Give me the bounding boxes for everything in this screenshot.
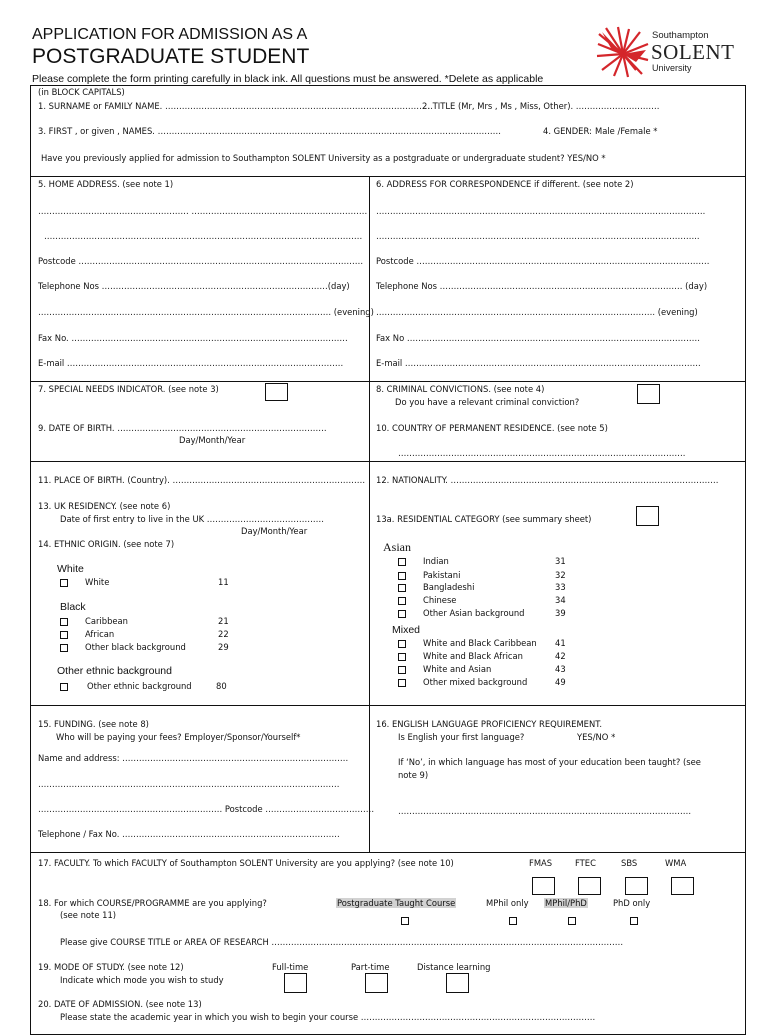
checkbox-icon[interactable]	[60, 579, 68, 587]
home-address-heading: 5. HOME ADDRESS. (see note 1)	[38, 179, 174, 189]
ethnic-option-code: 80	[216, 681, 227, 691]
special-needs-box[interactable]	[265, 383, 288, 401]
divider	[30, 381, 746, 382]
checkbox-icon[interactable]	[60, 631, 68, 639]
date-of-birth-field[interactable]: 9. DATE OF BIRTH. …………………………………………………………………	[38, 423, 327, 433]
english-first-language-question: Is English your first language?	[398, 732, 525, 742]
form-instructions: Please complete the form printing carefully in black ink. All questions must be answered. *Delete as applicable	[32, 73, 544, 85]
checkbox-icon[interactable]	[398, 666, 406, 674]
ethnic-option-row[interactable]	[398, 582, 408, 592]
ethnic-option-label: Other Asian background	[423, 608, 525, 618]
ethnic-group-black: Black	[60, 601, 86, 613]
faculty-option-label: FMAS	[529, 858, 553, 868]
logo-text-university: University	[652, 63, 692, 73]
divider	[30, 705, 746, 706]
checkbox-icon[interactable]	[398, 653, 406, 661]
ethnic-group-white: White	[57, 563, 84, 575]
mode-of-study-question: Indicate which mode you wish to study	[60, 975, 224, 985]
checkbox-icon[interactable]	[398, 558, 406, 566]
home-telephone-day-field[interactable]: Telephone Nos ………………………………………………………………………(day)	[38, 281, 350, 291]
ethnic-option-code: 42	[555, 651, 566, 661]
ethnic-option-label: Indian	[423, 556, 449, 566]
ethnic-option-label: Other mixed background	[423, 677, 528, 687]
ethnic-option-row[interactable]	[398, 570, 408, 580]
checkbox-icon[interactable]	[398, 610, 406, 618]
uk-entry-date-field[interactable]: Date of first entry to live in the UK ……………………………………	[60, 514, 324, 524]
home-telephone-evening-field[interactable]: …………………………………………………………………………………………… (evening)	[38, 307, 374, 317]
faculty-option-label: SBS	[621, 858, 638, 868]
ethnic-option-code: 11	[218, 577, 229, 587]
course-question: 18. For which COURSE/PROGRAMME are you applying?	[38, 898, 267, 908]
ethnic-option-code: 39	[555, 608, 566, 618]
course-type-label: Postgraduate Taught Course	[337, 898, 456, 908]
course-type-label: MPhil/PhD	[545, 898, 587, 908]
ethnic-option-code: 34	[555, 595, 566, 605]
date-of-admission-field[interactable]: Please state the academic year in which you wish to begin your course …………………………………………………………………………	[60, 1012, 596, 1022]
date-of-admission-label: 20. DATE OF ADMISSION. (see note 13)	[38, 999, 202, 1009]
ethnic-option-label: Other black background	[85, 642, 186, 652]
ethnic-option-row[interactable]	[398, 651, 408, 661]
criminal-convictions-label: 8. CRIMINAL CONVICTIONS. (see note 4)	[376, 384, 545, 394]
checkbox-icon[interactable]	[398, 597, 406, 605]
ethnic-group-asian: Asian	[383, 540, 411, 554]
ethnic-option-code: 22	[218, 629, 229, 639]
previous-application-question[interactable]: Have you previously applied for admission to Southampton SOLENT University as a postgraduate or undergraduate student? YES/NO *	[41, 153, 606, 163]
ethnic-group-mixed: Mixed	[392, 624, 421, 636]
ethnic-option-code: 29	[218, 642, 229, 652]
ethnic-option-label: African	[85, 629, 115, 639]
ethnic-option-label: White and Black African	[423, 651, 523, 661]
ethnic-option-row[interactable]	[398, 595, 408, 605]
ethnic-option-label: Pakistani	[423, 570, 461, 580]
form-title-line1: APPLICATION FOR ADMISSION AS A	[32, 26, 308, 43]
checkbox-icon[interactable]	[401, 917, 409, 925]
ethnic-option-code: 21	[218, 616, 229, 626]
residential-category-label: 13a. RESIDENTIAL CATEGORY (see summary sheet)	[376, 514, 592, 524]
corr-address-line1[interactable]: ……………………………………………………………………………………………………….	[376, 206, 706, 216]
ethnic-origin-label: 14. ETHNIC ORIGIN. (see note 7)	[38, 539, 175, 549]
mode-option-label: Distance learning	[417, 962, 491, 972]
ethnic-option-code: 32	[555, 570, 566, 580]
mode-of-study-label: 19. MODE OF STUDY. (see note 12)	[38, 962, 184, 972]
corr-postcode-field[interactable]: Postcode ……………………………………………………………………………………………	[376, 256, 710, 266]
ethnic-option-label: Chinese	[423, 595, 457, 605]
mode-checkbox-full-time[interactable]	[284, 973, 307, 993]
residential-category-box[interactable]	[636, 506, 659, 526]
faculty-option-label: FTEC	[575, 858, 596, 868]
english-first-language-options[interactable]: YES/NO *	[577, 732, 616, 742]
ethnic-option-row[interactable]	[60, 642, 70, 652]
checkbox-icon[interactable]	[60, 683, 68, 691]
ethnic-option-row[interactable]	[398, 638, 408, 648]
funding-question[interactable]: Who will be paying your fees? Employer/Sponsor/Yourself*	[56, 732, 301, 742]
checkbox-icon[interactable]	[630, 917, 638, 925]
corr-email-field[interactable]: E-mail …………………………………………………………………………………………….	[376, 358, 701, 368]
ethnic-option-label: White and Black Caribbean	[423, 638, 537, 648]
checkbox-icon[interactable]	[60, 644, 68, 652]
home-address-line1[interactable]: ……………………………………………… ………………………………………………………	[38, 206, 368, 216]
ethnic-option-code: 43	[555, 664, 566, 674]
country-residence-field[interactable]: ………………………………………………………………………………………….	[398, 448, 686, 458]
block-capitals-note: (in BLOCK CAPITALS)	[38, 87, 125, 97]
ethnic-option-row[interactable]	[398, 608, 408, 618]
course-title-field[interactable]: Please give COURSE TITLE or AREA OF RESEARCH ………………………………………………………………………………………………………………	[60, 937, 624, 947]
checkbox-icon[interactable]	[398, 572, 406, 580]
ethnic-option-label: White and Asian	[423, 664, 492, 674]
faculty-checkbox-wma[interactable]	[671, 877, 694, 895]
column-divider	[369, 176, 370, 852]
gender-label: 4. GENDER:	[543, 126, 592, 136]
faculty-checkbox-fmas[interactable]	[532, 877, 555, 895]
date-of-birth-format: Day/Month/Year	[179, 435, 246, 445]
mode-option-label: Part-time	[351, 962, 390, 972]
uk-entry-date-format: Day/Month/Year	[241, 526, 308, 536]
ethnic-option-label: Bangladeshi	[423, 582, 475, 592]
home-email-field[interactable]: E-mail ………………………………………………………………………………………	[38, 358, 344, 368]
ethnic-option-code: 31	[555, 556, 566, 566]
faculty-checkbox-sbs[interactable]	[625, 877, 648, 895]
ethnic-option-code: 41	[555, 638, 566, 648]
corr-fax-field[interactable]: Fax No ……………………………………………………………………………………………	[376, 333, 700, 343]
divider	[30, 461, 746, 462]
divider	[30, 176, 746, 177]
education-language-note: note 9)	[398, 770, 429, 780]
ethnic-option-label: White	[85, 577, 110, 587]
funding-address-line2[interactable]: ………………………………………………………………………………………………	[38, 779, 340, 789]
checkbox-icon[interactable]	[398, 640, 406, 648]
title-field[interactable]: 2. TITLE (Mr, Mrs , Ms , Miss, Other). …………………………	[422, 101, 660, 111]
ethnic-option-code: 33	[555, 582, 566, 592]
education-language-question: If ‘No’, in which language has most of your education been taught? (see	[398, 757, 701, 767]
course-type-label: PhD only	[613, 898, 651, 908]
mode-option-label: Full-time	[272, 962, 309, 972]
faculty-question: 17. FACULTY. To which FACULTY of Southampton SOLENT University are you applying? (see note 10)	[38, 858, 454, 868]
ethnic-option-row[interactable]	[398, 677, 408, 687]
ethnic-option-code: 49	[555, 677, 566, 687]
checkbox-icon[interactable]	[398, 679, 406, 687]
course-type-checkbox[interactable]	[401, 910, 411, 929]
ethnic-group-other: Other ethnic background	[57, 665, 172, 677]
course-type-checkbox[interactable]	[630, 910, 640, 929]
uk-residency-label: 13. UK RESIDENCY. (see note 6)	[38, 501, 171, 511]
education-language-field[interactable]: ……………………………………………………………………………………………	[398, 806, 692, 816]
checkbox-icon[interactable]	[398, 584, 406, 592]
corr-telephone-evening-field[interactable]: ………………………………………………………………………………………. (evening)	[376, 307, 698, 317]
ethnic-option-row[interactable]	[398, 664, 408, 674]
funding-postcode-field[interactable]: ………………………………………………………… Postcode …………………………………	[38, 804, 375, 814]
funding-name-address-field[interactable]: Name and address: ………………………………………………………………………	[38, 753, 349, 763]
ethnic-option-label: Caribbean	[85, 616, 128, 626]
ethnic-option-label: Other ethnic background	[87, 681, 192, 691]
correspondence-address-heading: 6. ADDRESS FOR CORRESPONDENCE if different. (see note 2)	[376, 179, 634, 189]
ethnic-option-row[interactable]	[60, 577, 70, 587]
mode-checkbox-part-time[interactable]	[365, 973, 388, 993]
ethnic-option-row[interactable]	[60, 616, 70, 626]
criminal-convictions-question: Do you have a relevant criminal conviction?	[395, 397, 580, 407]
home-address-line2[interactable]: ……………………………………………………………………………………………………	[44, 231, 363, 241]
course-type-checkbox[interactable]	[509, 910, 519, 929]
country-residence-label: 10. COUNTRY OF PERMANENT RESIDENCE. (see note 5)	[376, 423, 608, 433]
home-fax-field[interactable]: Fax No. ………………………………………………………………………………………	[38, 333, 348, 343]
logo-text-southampton: Southampton	[652, 30, 709, 41]
checkbox-icon[interactable]	[60, 618, 68, 626]
funding-label: 15. FUNDING. (see note 8)	[38, 719, 149, 729]
corr-telephone-day-field[interactable]: Telephone Nos …………………………………………………………………………… (day)	[376, 281, 708, 291]
criminal-convictions-box[interactable]	[637, 384, 660, 404]
nationality-field[interactable]: 12. NATIONALITY. ……………………………………………………………………………………	[376, 475, 719, 485]
ethnic-option-row[interactable]	[398, 556, 408, 566]
university-logo	[596, 26, 746, 80]
faculty-checkbox-ftec[interactable]	[578, 877, 601, 895]
mode-checkbox-distance[interactable]	[446, 973, 469, 993]
ethnic-option-row[interactable]	[60, 681, 70, 691]
logo-text-solent: SOLENT	[651, 40, 735, 64]
checkbox-icon[interactable]	[568, 917, 576, 925]
place-of-birth-field[interactable]: 11. PLACE OF BIRTH. (Country). ……………………………………………………………	[38, 475, 366, 485]
home-postcode-field[interactable]: Postcode …………………………………………………………………………………………	[38, 256, 364, 266]
course-type-label: MPhil only	[486, 898, 529, 908]
divider	[30, 852, 746, 853]
faculty-option-label: WMA	[665, 858, 687, 868]
english-proficiency-label: 16. ENGLISH LANGUAGE PROFICIENCY REQUIREMENT.	[376, 719, 603, 729]
checkbox-icon[interactable]	[509, 917, 517, 925]
course-type-checkbox[interactable]	[568, 910, 578, 929]
special-needs-label: 7. SPECIAL NEEDS INDICATOR. (see note 3)	[38, 384, 219, 394]
logo-burst-icon	[596, 26, 650, 78]
first-names-field[interactable]: 3. FIRST , or given , NAMES. ……………………………………………………………………………………………………………	[38, 126, 501, 136]
surname-field[interactable]: 1. SURNAME or FAMILY NAME. ……………………………………………………………………………………	[38, 101, 433, 111]
course-question-note: (see note 11)	[60, 910, 117, 920]
ethnic-option-row[interactable]	[60, 629, 70, 639]
form-title-line2: POSTGRADUATE STUDENT	[32, 45, 310, 68]
gender-options[interactable]: Male /Female *	[595, 126, 658, 136]
corr-address-line2[interactable]: ……………………………………………………………………………………………………..	[376, 231, 700, 241]
funding-telephone-fax-field[interactable]: Telephone / Fax No. ……………………………………………………………………	[38, 829, 340, 839]
